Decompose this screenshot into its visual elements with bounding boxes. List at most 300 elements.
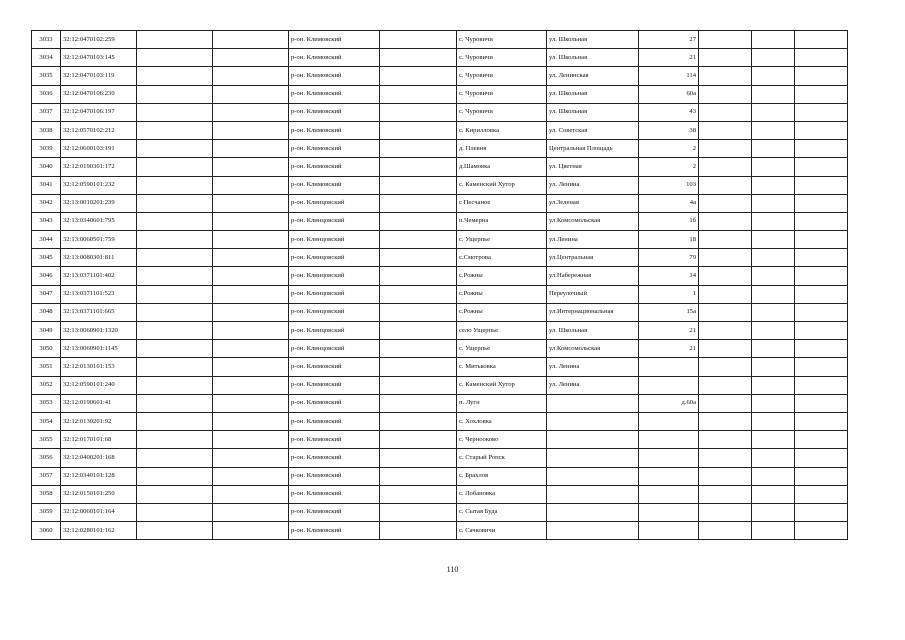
cell-street: ул.Набережная [547,267,639,285]
cell-empty [380,85,457,103]
table-row [32,194,848,212]
cell-empty [752,503,795,521]
cell-empty [752,522,795,540]
cell-settlement: с. Старый Ропск [457,449,547,467]
cell-house [639,431,699,449]
cell-number: 3060 [32,522,61,540]
cell-street: ул. Школьная [547,85,639,103]
cell-street [547,485,639,503]
cell-settlement: с.Рожны [457,267,547,285]
cell-number: 3050 [32,340,61,358]
cell-empty [752,103,795,121]
cell-empty [137,340,213,358]
table-row [32,67,848,85]
cell-cadastral-number: 32:12:0470103:145 [61,49,137,67]
cell-cadastral-number: 32:12:0590101:232 [61,176,137,194]
cell-empty [795,522,848,540]
cell-empty [795,31,848,49]
cell-settlement: с. Хохловка [457,412,547,430]
cell-empty [752,394,795,412]
cell-number: 3049 [32,322,61,340]
cell-empty [752,158,795,176]
cell-empty [137,103,213,121]
cell-empty [795,394,848,412]
cell-settlement: с. Сачковичи [457,522,547,540]
cell-empty [795,322,848,340]
cell-empty [380,412,457,430]
table-row [32,358,848,376]
cell-empty [752,212,795,230]
cell-settlement: с.Рожны [457,285,547,303]
table-row [32,121,848,139]
cell-number: 3054 [32,412,61,430]
cell-settlement: с. Митьковка [457,358,547,376]
cell-settlement: с.Смотрова [457,249,547,267]
cell-cadastral-number: 32:12:0130201:92 [61,412,137,430]
cell-settlement: с. Каменский Хутор [457,176,547,194]
cell-empty [699,358,752,376]
table-row [32,267,848,285]
cell-street: ул. Ленина [547,176,639,194]
cell-empty [137,158,213,176]
cell-number: 3053 [32,394,61,412]
cell-house: 1 [639,285,699,303]
cell-empty [795,467,848,485]
cell-number: 3058 [32,485,61,503]
cell-empty [699,503,752,521]
table-row [32,449,848,467]
cell-empty [137,303,213,321]
cell-empty [213,158,289,176]
cell-number: 3057 [32,467,61,485]
cell-number: 3045 [32,249,61,267]
cell-district: р-он. Климовский [289,358,380,376]
cell-empty [380,103,457,121]
cell-district: р-он. Клинцовский [289,231,380,249]
cell-street: ул. Ленина [547,376,639,394]
cell-empty [795,158,848,176]
cell-house: 2 [639,140,699,158]
cell-empty [795,194,848,212]
cell-empty [752,194,795,212]
cell-house [639,449,699,467]
cell-empty [137,140,213,158]
cell-house: 43 [639,103,699,121]
cell-house: 38 [639,121,699,139]
table-row [32,176,848,194]
cell-house [639,376,699,394]
cell-street: ул. Школьная [547,31,639,49]
cell-street [547,503,639,521]
cell-empty [380,176,457,194]
cell-empty [380,449,457,467]
cell-house: 114 [639,67,699,85]
property-registry-table [31,30,848,540]
cell-empty [213,249,289,267]
table-row [32,467,848,485]
cell-empty [137,431,213,449]
cell-empty [380,49,457,67]
cell-empty [699,212,752,230]
cell-empty [699,376,752,394]
cell-empty [699,449,752,467]
cell-house: 103 [639,176,699,194]
cell-empty [380,285,457,303]
cell-district: р-он. Климовский [289,49,380,67]
page-number: 110 [446,565,459,574]
cell-empty [752,85,795,103]
cell-empty [213,412,289,430]
cell-number: 3043 [32,212,61,230]
cell-number: 3036 [32,85,61,103]
cell-cadastral-number: 32:12:0280101:162 [61,522,137,540]
cell-empty [795,212,848,230]
cell-settlement: с. Ущерпье [457,340,547,358]
table-row [32,431,848,449]
cell-empty [137,412,213,430]
cell-empty [213,322,289,340]
cell-settlement: с. Каменский Хутор [457,376,547,394]
cell-settlement: д.Шамовка [457,158,547,176]
cell-number: 3042 [32,194,61,212]
cell-house: 2 [639,158,699,176]
cell-empty [752,176,795,194]
cell-empty [137,467,213,485]
cell-street: ул.Интернациональная [547,303,639,321]
cell-empty [699,412,752,430]
cell-empty [137,358,213,376]
cell-empty [795,231,848,249]
cell-number: 3037 [32,103,61,121]
cell-empty [137,49,213,67]
cell-number: 3056 [32,449,61,467]
cell-empty [213,358,289,376]
cell-empty [137,394,213,412]
cell-empty [699,103,752,121]
cell-street: Переулочный [547,285,639,303]
cell-empty [699,303,752,321]
cell-empty [213,431,289,449]
cell-empty [137,249,213,267]
cell-empty [213,449,289,467]
table-row [32,522,848,540]
cell-house: 18 [639,231,699,249]
cell-empty [137,85,213,103]
cell-empty [213,467,289,485]
cell-empty [699,231,752,249]
cell-empty [380,322,457,340]
cell-district: р-он. Климовский [289,176,380,194]
cell-settlement: с. Чуровичи [457,103,547,121]
cell-number: 3039 [32,140,61,158]
cell-empty [699,158,752,176]
cell-district: р-он. Климовский [289,485,380,503]
cell-empty [699,322,752,340]
cell-cadastral-number: 32:13:0080301:811 [61,249,137,267]
cell-empty [137,449,213,467]
cell-empty [795,140,848,158]
cell-empty [699,431,752,449]
table-row [32,322,848,340]
cell-empty [752,485,795,503]
table-row [32,503,848,521]
cell-empty [752,121,795,139]
cell-empty [699,85,752,103]
cell-number: 3033 [32,31,61,49]
table-row [32,158,848,176]
cell-empty [699,31,752,49]
cell-empty [213,503,289,521]
cell-empty [699,485,752,503]
cell-empty [213,31,289,49]
cell-district: р-он. Клинцовский [289,303,380,321]
cell-empty [699,176,752,194]
cell-empty [380,231,457,249]
cell-house: 21 [639,322,699,340]
cell-empty [213,522,289,540]
cell-number: 3047 [32,285,61,303]
cell-cadastral-number: 32:12:0470106:230 [61,85,137,103]
cell-empty [752,49,795,67]
cell-empty [213,194,289,212]
cell-empty [795,249,848,267]
cell-empty [699,394,752,412]
cell-house: 21 [639,49,699,67]
cell-empty [137,485,213,503]
cell-empty [752,358,795,376]
cell-settlement: с. Чуровичи [457,31,547,49]
cell-district: р-он. Климовский [289,431,380,449]
cell-empty [137,231,213,249]
cell-district: р-он. Климовский [289,394,380,412]
cell-empty [213,285,289,303]
cell-empty [795,103,848,121]
cell-empty [137,31,213,49]
cell-empty [137,212,213,230]
cell-empty [795,340,848,358]
cell-empty [795,431,848,449]
cell-house: 1б [639,212,699,230]
cell-number: 3051 [32,358,61,376]
cell-empty [213,212,289,230]
cell-empty [137,285,213,303]
cell-empty [213,231,289,249]
cell-house: 79 [639,249,699,267]
cell-cadastral-number: 32:12:0600103:191 [61,140,137,158]
cell-empty [137,194,213,212]
table-row [32,103,848,121]
table-row [32,303,848,321]
cell-settlement: село Ущерпье [457,322,547,340]
cell-number: 3041 [32,176,61,194]
cell-district: р-он. Клинцовский [289,340,380,358]
cell-street: ул. Школьная [547,49,639,67]
table-row [32,249,848,267]
table-row [32,49,848,67]
cell-street [547,394,639,412]
cell-empty [752,31,795,49]
cell-empty [137,67,213,85]
cell-district: р-он. Климовский [289,85,380,103]
table-row [32,231,848,249]
cell-street: ул.Комсомольская [547,340,639,358]
cell-empty [380,31,457,49]
cell-empty [795,49,848,67]
cell-empty [699,121,752,139]
cell-number: 3038 [32,121,61,139]
cell-street [547,412,639,430]
cell-empty [699,285,752,303]
cell-empty [213,485,289,503]
cell-cadastral-number: 32:13:0371101:402 [61,267,137,285]
cell-empty [752,449,795,467]
cell-empty [795,449,848,467]
cell-cadastral-number: 32:12:0170101:68 [61,431,137,449]
cell-number: 3046 [32,267,61,285]
cell-empty [380,267,457,285]
cell-street: ул.Центральная [547,249,639,267]
cell-cadastral-number: 32:12:0130101:153 [61,358,137,376]
cell-empty [137,503,213,521]
cell-street [547,522,639,540]
cell-house [639,358,699,376]
cell-empty [380,67,457,85]
cell-settlement: п. Лугн [457,394,547,412]
cell-settlement: с. Чуровичи [457,49,547,67]
cell-empty [380,140,457,158]
cell-empty [137,121,213,139]
cell-cadastral-number: 32:13:0060901:1320 [61,322,137,340]
table-row [32,412,848,430]
cell-settlement: с. Ущерпье [457,231,547,249]
table-row [32,285,848,303]
cell-empty [752,412,795,430]
cell-house: 27 [639,31,699,49]
cell-empty [699,467,752,485]
cell-cadastral-number: 32:12:0470103:119 [61,67,137,85]
cell-empty [380,340,457,358]
cell-house [639,485,699,503]
cell-street: ул. Школьная [547,103,639,121]
cell-empty [380,394,457,412]
cell-settlement: п.Чемерна [457,212,547,230]
cell-number: 3059 [32,503,61,521]
cell-empty [213,67,289,85]
cell-number: 3044 [32,231,61,249]
cell-empty [752,322,795,340]
cell-empty [795,121,848,139]
cell-empty [795,176,848,194]
cell-street [547,467,639,485]
cell-house: 4а [639,194,699,212]
cell-empty [213,140,289,158]
cell-cadastral-number: 32:12:0150101:250 [61,485,137,503]
cell-empty [213,121,289,139]
cell-empty [137,267,213,285]
cell-empty [795,412,848,430]
cell-empty [213,49,289,67]
table-row [32,212,848,230]
cell-empty [795,67,848,85]
cell-empty [752,285,795,303]
cell-district: р-он. Климовский [289,103,380,121]
cell-district: р-он. Климовский [289,67,380,85]
cell-empty [380,249,457,267]
cell-cadastral-number: 32:13:0340601:795 [61,212,137,230]
cell-settlement: с. Чуровичи [457,85,547,103]
cell-house [639,412,699,430]
cell-cadastral-number: 32:13:0371101:523 [61,285,137,303]
cell-house: 21 [639,340,699,358]
cell-cadastral-number: 32:12:0470102:259 [61,31,137,49]
cell-district: р-он. Климовский [289,158,380,176]
cell-district: р-он. Клинцовский [289,212,380,230]
cell-street: ул. Цветная [547,158,639,176]
table-row [32,31,848,49]
cell-empty [380,303,457,321]
cell-empty [752,67,795,85]
cell-empty [699,67,752,85]
cell-district: р-он. Клинцовский [289,194,380,212]
cell-district: р-он. Клинцовский [289,249,380,267]
cell-number: 3034 [32,49,61,67]
cell-settlement: с.Рожны [457,303,547,321]
cell-empty [795,267,848,285]
cell-empty [380,522,457,540]
cell-settlement: д. Плевня [457,140,547,158]
cell-empty [213,303,289,321]
cell-street [547,431,639,449]
table-row [32,140,848,158]
cell-empty [699,340,752,358]
cell-cadastral-number: 32:12:0190301:172 [61,158,137,176]
cell-number: 3040 [32,158,61,176]
document-sheet [31,30,847,540]
cell-house [639,503,699,521]
cell-settlement: с. Сытая Буда [457,503,547,521]
cell-settlement: с. Лобановка [457,485,547,503]
cell-empty [752,140,795,158]
cell-empty [795,85,848,103]
cell-empty [699,194,752,212]
cell-district: р-он. Климовский [289,522,380,540]
cell-empty [213,376,289,394]
cell-settlement: с. Чуровичи [457,67,547,85]
cell-house: 15а [639,303,699,321]
cell-street: ул.Комсомольская [547,212,639,230]
cell-cadastral-number: 32:12:0470106:197 [61,103,137,121]
cell-district: р-он. Клинцовский [289,285,380,303]
cell-empty [752,431,795,449]
cell-empty [699,49,752,67]
cell-empty [795,358,848,376]
table-row [32,85,848,103]
cell-empty [795,285,848,303]
cell-empty [380,503,457,521]
cell-empty [380,158,457,176]
cell-empty [213,85,289,103]
cell-empty [795,485,848,503]
cell-empty [699,267,752,285]
cell-house: 60а [639,85,699,103]
cell-house [639,522,699,540]
cell-street: Центральная Площадь [547,140,639,158]
cell-cadastral-number: 32:12:0060101:164 [61,503,137,521]
cell-cadastral-number: 32:12:0340101:128 [61,467,137,485]
cell-number: 3055 [32,431,61,449]
cell-empty [213,176,289,194]
cell-street: ул. Школьная [547,322,639,340]
